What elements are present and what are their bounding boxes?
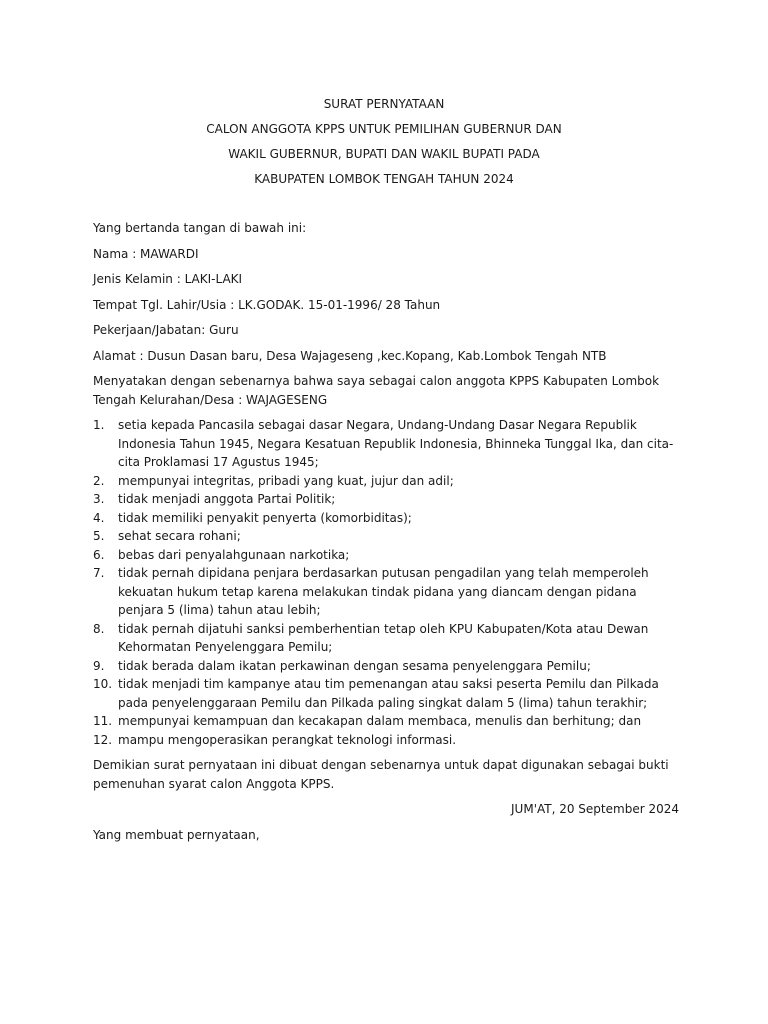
list-number: 5.	[93, 529, 105, 543]
title-line: SURAT PERNYATAAN	[323, 97, 445, 111]
list-number: 9.	[93, 658, 105, 673]
field-nama: Nama : MAWARDI	[93, 246, 199, 261]
field-pekerjaan: Pekerjaan/Jabatan: Guru	[93, 323, 239, 337]
list-number: 1.	[93, 418, 105, 432]
list-item-text: mempunyai integritas, pribadi yang kuat, jujur dan adil;	[118, 473, 454, 488]
list-item	[93, 472, 679, 491]
document-body	[93, 219, 679, 851]
requirements-list	[93, 416, 679, 749]
signature-label: Yang membuat pernyataan,	[93, 827, 260, 842]
field-jenis-kelamin: Jenis Kelamin : LAKI-LAKI	[93, 272, 243, 286]
list-item	[93, 657, 679, 676]
title-line: CALON ANGGOTA KPPS UNTUK PEMILIHAN GUBERNUR DAN	[206, 122, 562, 136]
list-item	[93, 527, 679, 546]
list-item-text: tidak pernah dipidana penjara berdasarkan putusan pengadilan yang telah memperoleh kekuatan hukum tetap karena melakukan tindak pidana yang diancam dengan pidana penjara 5 (lima) tahun atau lebih;	[118, 566, 649, 617]
list-item-text: mampu mengoperasikan perangkat teknologi informasi.	[118, 732, 457, 747]
closing-text: Demikian surat pernyataan ini dibuat dengan sebenarnya untuk dapat digunakan sebagai bukti pemenuhan syarat calon Anggota KPPS.	[93, 758, 669, 791]
list-item-text: tidak menjadi tim kampanye atau tim pemenangan atau saksi peserta Pemilu dan Pilkada pada penyelenggaraan Pemilu dan Pilkada paling singkat dalam 5 (lima) tahun terakhir;	[118, 677, 659, 710]
list-item	[93, 546, 679, 565]
list-item	[93, 564, 679, 620]
list-item-text: sehat secara rohani;	[118, 529, 241, 543]
title-line: WAKIL GUBERNUR, BUPATI DAN WAKIL BUPATI PADA	[228, 147, 540, 161]
list-item-text: tidak menjadi anggota Partai Politik;	[118, 492, 336, 506]
list-item-text: tidak pernah dijatuhi sanksi pemberhentian tetap oleh KPU Kabupaten/Kota atau Dewan Kehormatan Penyelenggara Pemilu;	[118, 621, 649, 654]
list-item-text: tidak memiliki penyakit penyerta (komorbiditas);	[118, 510, 412, 525]
field-ttl-usia: Tempat Tgl. Lahir/Usia : LK.GODAK. 15-01-1996/ 28 Tahun	[93, 297, 441, 312]
list-item	[93, 712, 679, 731]
list-item	[93, 416, 679, 472]
list-item	[93, 620, 679, 657]
document-date: JUM'AT, 20 September 2024	[511, 802, 679, 816]
list-number: 4.	[93, 510, 105, 525]
list-number: 8.	[93, 621, 105, 636]
field-alamat: Alamat : Dusun Dasan baru, Desa Wajageseng ,kec.Kopang, Kab.Lombok Tengah NTB	[93, 348, 607, 363]
intro-text: Yang bertanda tangan di bawah ini:	[93, 221, 307, 235]
list-item-text: mempunyai kemampuan dan kecakapan dalam membaca, menulis dan berhitung; dan	[118, 714, 642, 728]
statement-text: Menyatakan dengan sebenarnya bahwa saya sebagai calon anggota KPPS Kabupaten Lombok Tengah Kelurahan/Desa : WAJAGESENG	[93, 374, 660, 407]
list-item	[93, 509, 679, 528]
list-item	[93, 731, 679, 750]
list-number: 2.	[93, 473, 105, 488]
list-number: 10.	[93, 677, 113, 691]
list-number: 7.	[93, 566, 105, 580]
list-number: 3.	[93, 492, 105, 506]
list-item-text: bebas dari penyalahgunaan narkotika;	[118, 547, 350, 562]
list-item-text: tidak berada dalam ikatan perkawinan dengan sesama penyelenggara Pemilu;	[118, 658, 591, 673]
list-item	[93, 490, 679, 509]
list-number: 6.	[93, 547, 105, 562]
list-number: 12.	[93, 732, 113, 747]
list-item	[93, 675, 679, 712]
document-title	[0, 94, 768, 194]
list-number: 11.	[93, 714, 113, 728]
list-item-text: setia kepada Pancasila sebagai dasar Negara, Undang-Undang Dasar Negara Republik Indonesia Tahun 1945, Negara Kesatuan Republik Indonesia, Bhinneka Tunggal Ika, dan cita-cita Proklamasi 17 Agustus 1945;	[118, 418, 674, 469]
title-line: KABUPATEN LOMBOK TENGAH TAHUN 2024	[254, 172, 514, 186]
